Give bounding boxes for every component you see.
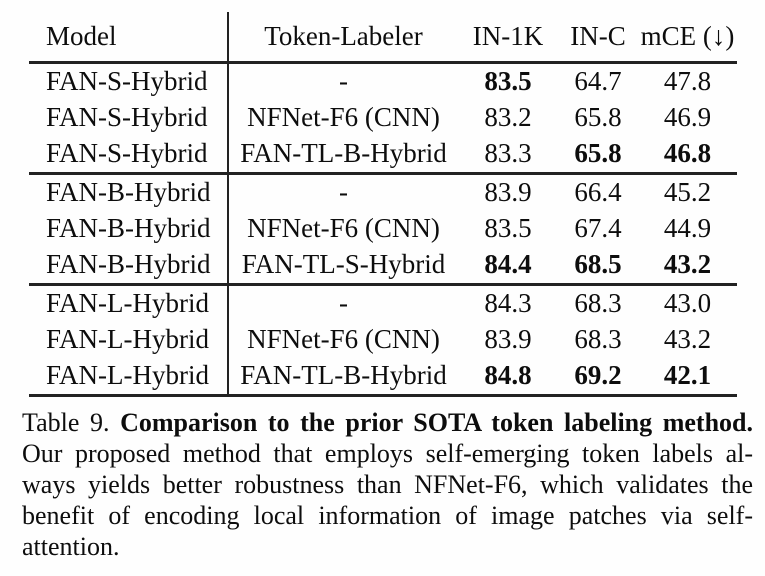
cell-in1k: 84.8 [484,360,532,391]
cell-in-c: 69.2 [574,360,622,391]
cell-mce: 43.2 [663,324,712,354]
cell-in-c: 67.4 [574,213,622,243]
cell-model: FAN-L-Hybrid [29,284,228,321]
col-header-in-c: IN-C [558,12,638,62]
cell-in1k: 83.5 [484,213,532,243]
cell-in1k: 83.9 [458,173,558,210]
cell-mce: 45.2 [638,173,737,210]
cell-token-labeler: - [228,173,458,210]
caption-title-line [22,407,753,438]
cell-mce: 43.0 [638,284,737,321]
table-row [29,284,737,321]
caption-label: Table 9. [22,408,110,437]
cell-model: FAN-B-Hybrid [29,173,228,210]
col-header-in1k: IN-1K [458,12,558,62]
cell-in1k: 83.2 [484,102,532,132]
cell-token-labeler: FAN-TL-B-Hybrid [240,360,447,391]
col-header-token-labeler: Token-Labeler [228,12,458,62]
cell-token-labeler: NFNet-F6 (CNN) [247,213,440,243]
cell-mce: 44.9 [663,213,712,243]
caption-line: benefit of encoding local information of image patches via self- [22,501,753,530]
table-header [29,12,737,62]
caption-line: ways yields better robustness than NFNet-F6, which validates the [22,470,753,499]
table-row [29,210,737,247]
cell-mce: 46.9 [663,102,712,132]
cell-in-c: 68.3 [574,324,622,354]
header-row [29,12,737,62]
cell-in1k: 83.5 [484,65,532,96]
cell-model: FAN-L-Hybrid [29,358,228,395]
table-row [29,173,737,210]
cell-token-labeler: FAN-TL-S-Hybrid [241,249,446,280]
cell-mce: 43.2 [663,249,712,280]
cell-token-labeler: NFNet-F6 (CNN) [247,102,440,132]
cell-model: FAN-B-Hybrid [29,210,228,247]
table-row [29,358,737,395]
cell-model: FAN-S-Hybrid [29,62,228,99]
cell-model: FAN-B-Hybrid [29,247,228,284]
cell-model: FAN-S-Hybrid [29,99,228,136]
table-row [29,62,737,99]
col-header-mce: mCE (↓) [638,12,737,62]
cell-in1k: 83.9 [484,324,532,354]
cell-in1k: 84.4 [484,249,532,280]
cell-model: FAN-L-Hybrid [29,321,228,358]
cell-mce: 47.8 [663,65,712,96]
cell-token-labeler: - [228,284,458,321]
table-row [29,247,737,284]
table-body [29,62,737,395]
table-row [29,321,737,358]
cell-in-c: 68.5 [574,249,622,280]
cell-token-labeler: FAN-TL-B-Hybrid [240,138,447,169]
table-row [29,99,737,136]
cell-in-c: 68.3 [558,284,638,321]
cell-in-c: 64.7 [574,65,622,96]
col-header-model: Model [29,12,228,62]
results-table [29,12,737,397]
cell-token-labeler: NFNet-F6 (CNN) [247,324,440,354]
cell-in-c: 65.8 [574,138,622,169]
table-caption [22,407,753,562]
caption-line: Our proposed method that employs self-emerging token labels al- [22,439,753,468]
cell-token-labeler: - [339,65,348,96]
caption-line: attention. [22,532,120,561]
cell-mce: 46.8 [663,138,712,169]
table-row [29,136,737,173]
cell-in1k: 83.3 [484,138,532,169]
cell-mce: 42.1 [663,360,712,391]
cell-model: FAN-S-Hybrid [29,136,228,173]
cell-in-c: 66.4 [558,173,638,210]
caption-body [22,438,753,562]
caption-title: Comparison to the prior SOTA token labeling method. [120,408,754,437]
cell-in-c: 65.8 [574,102,622,132]
cell-in1k: 84.3 [458,284,558,321]
